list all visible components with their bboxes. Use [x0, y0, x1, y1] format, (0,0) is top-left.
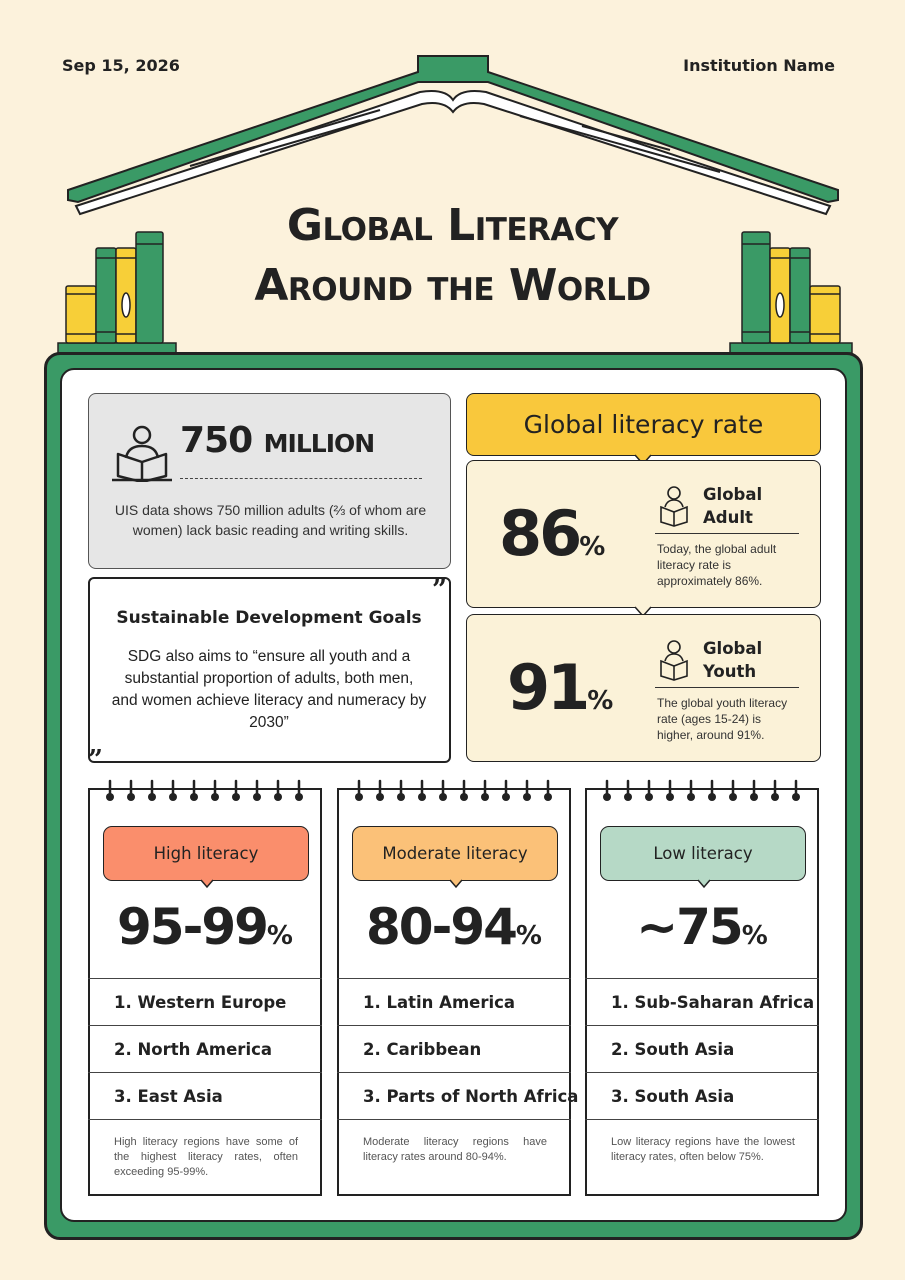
literacy-range-value: 95-99%	[117, 898, 293, 956]
literacy-range-value: 80-94%	[366, 898, 542, 956]
pointer-icon	[697, 879, 711, 889]
row-divider	[88, 1119, 322, 1120]
column-note: High literacy regions have some of the highest literacy rates, often exceeding 95-99%.	[114, 1136, 298, 1178]
adults-stat-value: 750 million	[180, 420, 375, 461]
literacy-label-pill: High literacy	[103, 826, 309, 881]
literacy-column	[337, 788, 579, 1196]
page-title	[0, 196, 905, 316]
literacy-label-pill: Low literacy	[600, 826, 806, 881]
pointer-icon	[200, 879, 214, 889]
spiral-binding-icon	[585, 779, 819, 803]
region-item: 1. Sub-Saharan Africa	[585, 978, 819, 1025]
sdg-title: Sustainable Development Goals	[116, 608, 422, 628]
card-divider	[655, 533, 799, 534]
adult-rate-value: 86%	[499, 497, 606, 570]
global-youth-card	[466, 614, 821, 762]
literacy-column	[585, 788, 819, 1196]
youth-rate-value: 91%	[507, 651, 614, 724]
quote-open-icon: ”	[432, 575, 447, 605]
spiral-binding-icon	[88, 779, 322, 803]
region-item: 1. Western Europe	[88, 978, 322, 1025]
adult-title: Global Adult	[703, 485, 763, 527]
youth-description: The global youth literacy rate (ages 15-24) is higher, around 91%.	[657, 696, 788, 742]
title-line-1: Global Literacy	[286, 200, 619, 251]
sdg-text: SDG also aims to “ensure all youth and a substantial proportion of adults, both men, and women achieve literacy and numeracy by 2030”	[111, 648, 427, 731]
region-item: 2. South Asia	[585, 1025, 819, 1072]
pointer-icon	[449, 879, 463, 889]
column-note: Low literacy regions have the lowest literacy rates, often below 75%.	[611, 1136, 795, 1163]
reader-icon	[657, 485, 691, 527]
card-divider	[655, 687, 799, 688]
reader-icon	[110, 424, 174, 482]
region-item: 2. Caribbean	[337, 1025, 571, 1072]
region-item: 3. Parts of North Africa	[337, 1072, 571, 1119]
region-item: 3. South Asia	[585, 1072, 819, 1119]
reader-icon	[657, 639, 691, 681]
spiral-binding-icon	[337, 779, 571, 803]
literacy-column	[88, 788, 322, 1196]
date-text: Sep 15, 2026	[62, 56, 180, 75]
adults-stat-description: UIS data shows 750 million adults (⅔ of whom are women) lack basic reading and writing skills.	[114, 502, 427, 538]
institution-name: Institution Name	[683, 56, 835, 75]
region-item: 2. North America	[88, 1025, 322, 1072]
quote-close-icon: ”	[88, 745, 103, 775]
region-item: 1. Latin America	[337, 978, 571, 1025]
global-rate-heading: Global literacy rate	[466, 393, 821, 456]
youth-title: Global Youth	[703, 639, 763, 681]
literacy-range-value: ~75%	[636, 898, 768, 956]
dashed-divider	[180, 478, 422, 479]
row-divider	[337, 1119, 571, 1120]
title-line-2: Around the World	[254, 260, 651, 311]
row-divider	[585, 1119, 819, 1120]
column-note: Moderate literacy regions have literacy rates around 80-94%.	[363, 1136, 547, 1163]
region-item: 3. East Asia	[88, 1072, 322, 1119]
literacy-label-pill: Moderate literacy	[352, 826, 558, 881]
global-adult-card	[466, 460, 821, 608]
adult-description: Today, the global adult literacy rate is approximately 86%.	[657, 542, 777, 588]
